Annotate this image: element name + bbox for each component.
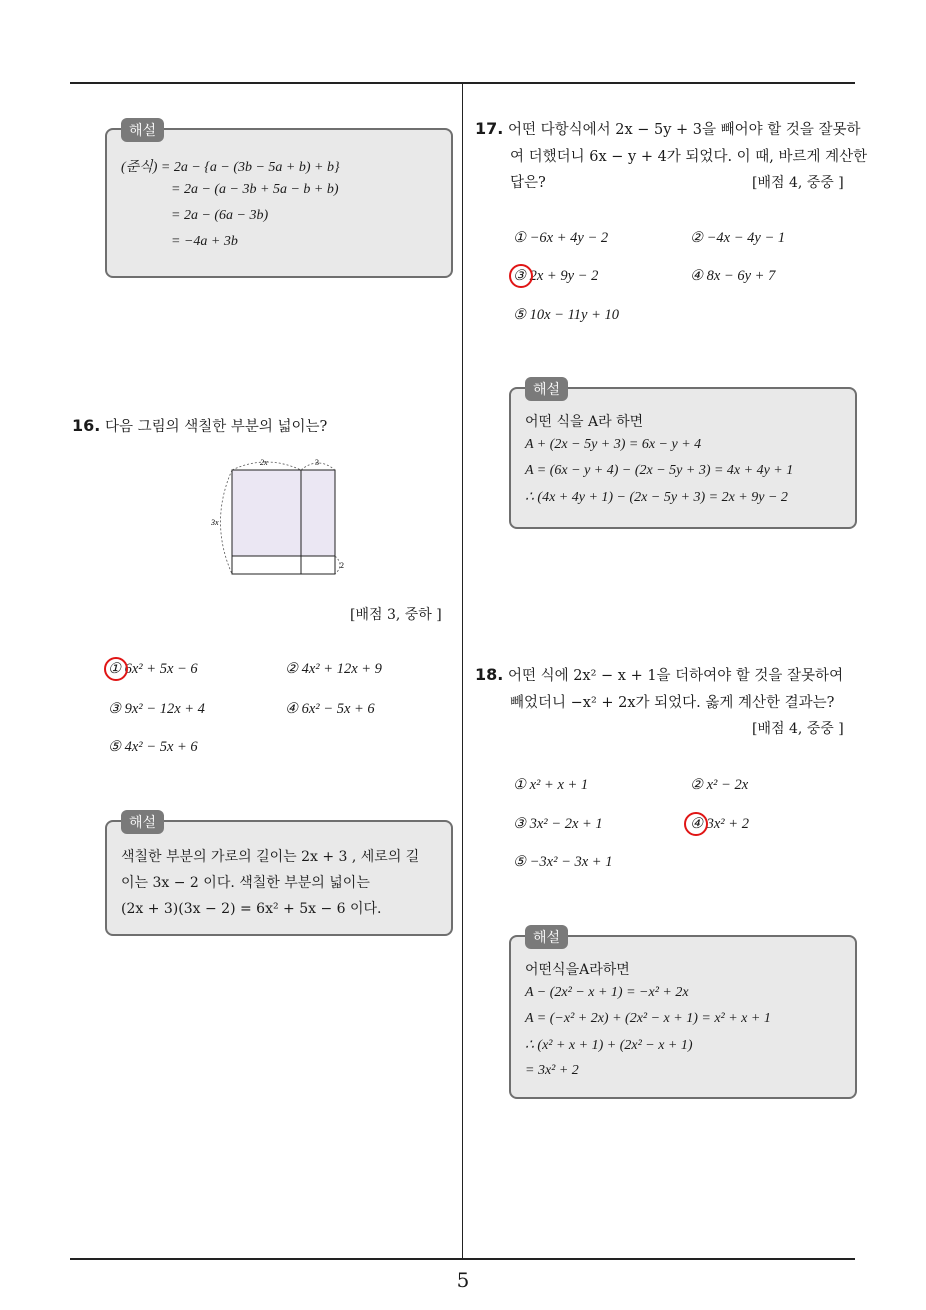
question-text-line: 빼었더니 −x² + 2x가 되었다. 옳게 계산한 결과는? [510,695,835,711]
question-text-line: 어떤 다항식에서 2x − 5y + 3을 빼어야 할 것을 잘못하 [507,122,861,138]
option-17-1[interactable]: ① −6x + 4y − 2 [513,230,609,246]
question-number: 16. [72,416,101,435]
question-17 [475,118,861,139]
option-17-5[interactable]: ⑤ 10x − 11y + 10 [513,307,619,323]
option-16-5[interactable]: ⑤ 4x² − 5x + 6 [108,739,198,755]
solution-line: A − (2x² − x + 1) = −x² + 2x [525,985,689,1000]
solution-line: ∴ (x² + x + 1) + (2x² − x + 1) [525,1038,693,1053]
area-figure [205,450,355,580]
solution-line: A + (2x − 5y + 3) = 6x − y + 4 [525,437,702,452]
question-number: 18. [475,665,504,684]
solution-label: 해설 [121,118,164,142]
score-17: [배점 4, 중중 ] [752,175,844,191]
page-number: 5 [456,1268,470,1292]
solution-box-16 [105,815,453,936]
solution-line: 이는 3x − 2 이다. 색칠한 부분의 넓이는 [121,875,370,891]
solution-line: A = (6x − y + 4) − (2x − 5y + 3) = 4x + 4y + 1 [525,463,794,478]
label-3x: 3x [211,518,219,527]
score-18: [배점 4, 중중 ] [752,721,844,737]
solution-line: = −4a + 3b [171,234,238,249]
solution-line: = 3x² + 2 [525,1063,579,1078]
solution-label: 해설 [525,925,568,949]
option-18-1[interactable]: ① x² + x + 1 [513,777,589,793]
option-17-3[interactable]: ③ 2x + 9y − 2 [513,268,599,284]
question-number: 17. [475,119,504,138]
option-16-1[interactable]: ① 6x² + 5x − 6 [108,661,198,677]
question-text: 다음 그림의 색칠한 부분의 넓이는? [104,419,328,435]
option-16-3[interactable]: ③ 9x² − 12x + 4 [108,701,205,717]
solution-box-18 [509,930,857,1099]
option-18-2[interactable]: ② x² − 2x [690,777,749,793]
label-2: 2 [340,561,344,570]
solution-line: = 2a − (6a − 3b) [171,208,269,223]
solution-line: A = (−x² + 2x) + (2x² − x + 1) = x² + x + 1 [525,1011,771,1026]
question-text-line: 여 더했더니 6x − y + 4가 되었다. 이 때, 바르게 계산한 [510,149,868,165]
answer-mark-17 [509,264,533,288]
question-16 [72,415,327,436]
option-18-4[interactable]: ④ 3x² + 2 [690,816,749,832]
solution-line: 색칠한 부분의 가로의 길이는 2x + 3 , 세로의 길 [121,849,420,865]
column-divider [462,84,463,1259]
solution-line: = 2a − (a − 3b + 5a − b + b) [171,182,339,197]
solution-line: (2x + 3)(3x − 2) = 6x² + 5x − 6 이다. [121,901,382,917]
label-3: 3 [315,458,319,467]
answer-mark-18 [684,812,708,836]
question-text-line: 답은? [510,175,546,191]
answer-mark-16 [104,657,128,681]
solution-label: 해설 [121,810,164,834]
shaded-region [232,470,335,556]
label-2x: 2x [260,458,268,467]
option-18-5[interactable]: ⑤ −3x² − 3x + 1 [513,854,613,870]
option-16-4[interactable]: ④ 6x² − 5x + 6 [285,701,375,717]
solution-box-17 [509,382,857,529]
score-16: [배점 3, 중하 ] [350,607,442,623]
solution-line: (준식) = 2a − {a − (3b − 5a + b) + b} [121,160,340,175]
question-text-line: 어떤 식에 2x² − x + 1을 더하여야 할 것을 잘못하여 [507,668,844,684]
height-arc-3x [221,470,233,574]
option-18-3[interactable]: ③ 3x² − 2x + 1 [513,816,603,832]
solution-label: 해설 [525,377,568,401]
solution-line: ∴ (4x + 4y + 1) − (2x − 5y + 3) = 2x + 9y − 2 [525,490,788,505]
option-16-2[interactable]: ② 4x² + 12x + 9 [285,661,382,677]
solution-line: 어떤 식을 A라 하면 [525,414,644,430]
option-17-4[interactable]: ④ 8x − 6y + 7 [690,268,776,284]
solution-box-15 [105,123,453,278]
question-18 [475,664,843,685]
solution-line: 어떤식을A라하면 [525,962,630,978]
option-17-2[interactable]: ② −4x − 4y − 1 [690,230,786,246]
